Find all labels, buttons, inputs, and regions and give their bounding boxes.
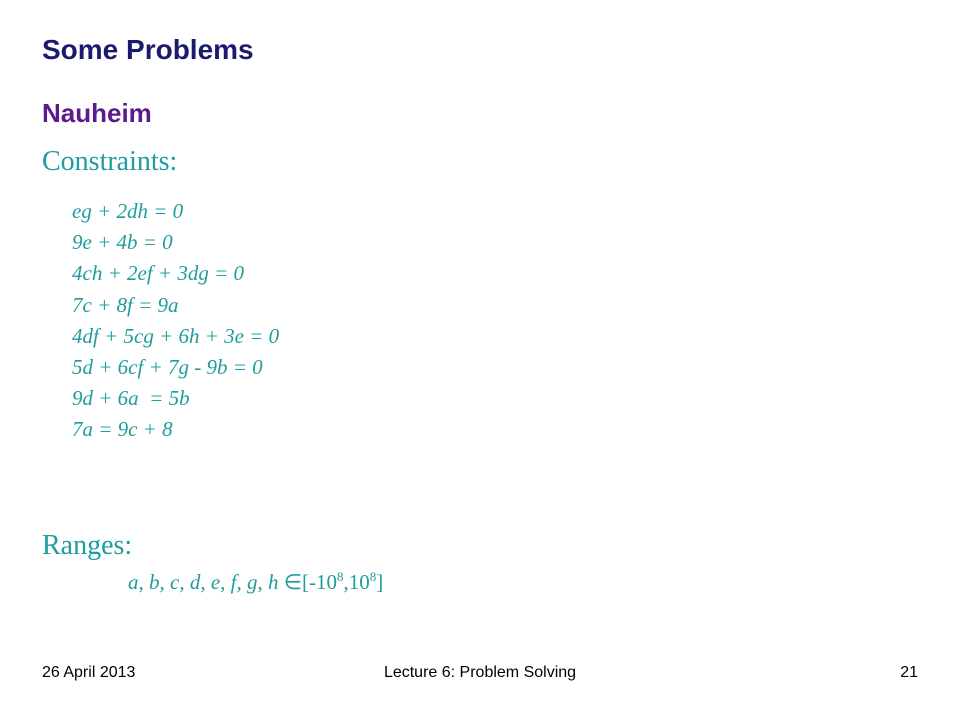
- constraint-equation: 7c + 8f = 9a: [72, 292, 179, 317]
- element-of-symbol: ∈: [283, 570, 303, 594]
- constraint-equation: 9e + 4b = 0: [72, 230, 173, 255]
- constraint-equation: 4ch + 2ef + 3dg = 0: [72, 261, 244, 286]
- constraint-equation: 4df + 5cg + 6h + 3e = 0: [72, 323, 280, 348]
- range-low: -10: [309, 570, 338, 594]
- ranges-label: Ranges:: [42, 530, 133, 561]
- ranges-expression: a, b, c, d, e, f, g, h $\in[-10^8,10^8]$: [128, 569, 384, 594]
- constraint-equation: 5d + 6cf + 7g - 9b = 0: [72, 354, 263, 379]
- slide-subtitle: Nauheim: [42, 98, 152, 128]
- range-high: 10: [348, 570, 370, 594]
- constraints-list: [72, 196, 279, 446]
- constraints-label: Constraints:: [42, 146, 178, 177]
- footer-page-number: 21: [900, 664, 918, 681]
- constraint-equation: 9d + 6a = 5b: [72, 386, 190, 411]
- constraint-equation: 7a = 9c + 8: [72, 417, 173, 442]
- footer-lecture-title: Lecture 6: Problem Solving: [383, 664, 577, 681]
- constraint-equation: eg + 2dh = 0: [72, 199, 184, 223]
- range-variables: a, b, c, d, e, f, g, h: [128, 570, 279, 594]
- slide-title: Some Problems: [42, 34, 254, 65]
- footer-date: 26 April 2013: [42, 664, 136, 681]
